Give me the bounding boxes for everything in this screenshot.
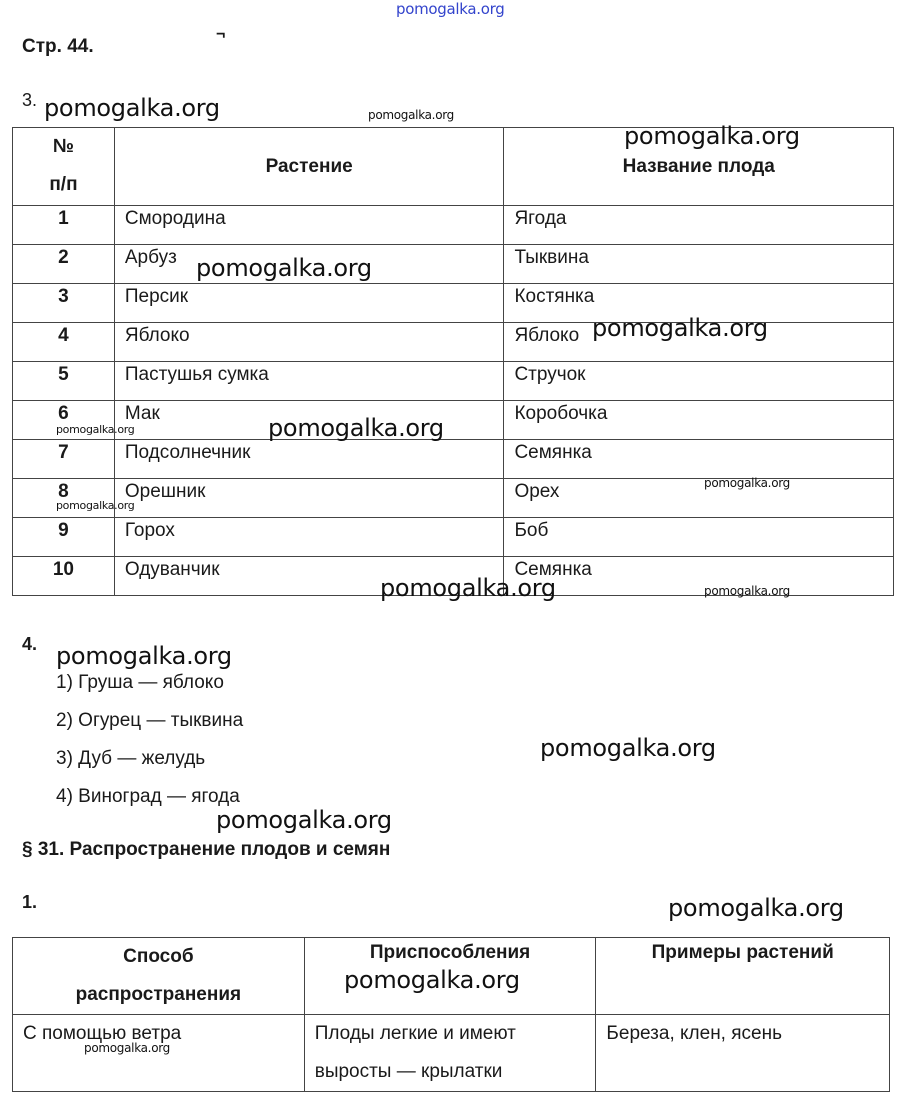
row-plant: Горох [114,518,504,557]
watermark: pomogalka.org [196,254,372,282]
header-method-line1: Способ [123,946,194,967]
row-number: 5 [13,362,115,401]
row-plant: Орешник [114,479,504,518]
row-number: 10 [13,557,115,596]
watermark: pomogalka.org [368,108,454,122]
row-fruit: Семянка [504,440,894,479]
table-row [13,206,894,245]
row-fruit: Семянка [504,557,894,596]
table-row [13,518,894,557]
row-fruit: Стручок [504,362,894,401]
row-fruit: Орех [504,479,894,518]
watermark: pomogalka.org [344,966,520,994]
table-row [13,245,894,284]
watermark: pomogalka.org [56,423,135,436]
watermark: pomogalka.org [668,894,844,922]
row-number: 4 [13,323,115,362]
header-number-line1: № [52,136,75,157]
row-number: 3 [13,284,115,323]
task4-number: 4. [22,634,38,654]
watermark: pomogalka.org [84,1041,170,1055]
row-plant: Подсолнечник [114,440,504,479]
watermark: pomogalka.org [56,499,135,512]
watermark: pomogalka.org [380,574,556,602]
row-fruit: Яблоко [504,323,894,362]
header-plant: Растение [114,128,504,206]
cell-method: С помощью ветра [13,1015,305,1092]
list-item: 1) Груша — яблоко [56,672,224,693]
header-method [13,938,305,1015]
watermark: pomogalka.org [56,642,232,670]
table-row [13,362,894,401]
watermark: pomogalka.org [592,314,768,342]
row-number: 1 [13,206,115,245]
row-plant: Смородина [114,206,504,245]
row-fruit: Коробочка [504,401,894,440]
row-number: 8 [13,479,115,518]
header-examples: Примеры растений [596,938,890,1015]
cell-adaptation [304,1015,596,1092]
watermark: pomogalka.org [704,584,790,598]
row-plant: Мак [114,401,504,440]
cell-examples: Береза, клен, ясень [596,1015,890,1092]
row-number: 2 [13,245,115,284]
watermark: pomogalka.org [624,122,800,150]
table-row [13,440,894,479]
watermark: pomogalka.org [540,734,716,762]
task3-number: 3. [22,90,38,110]
row-number: 7 [13,440,115,479]
plant-fruit-table [12,127,894,596]
header-number-line2: п/п [49,174,78,195]
page-label: Стр. 44. [22,36,94,57]
row-fruit: Боб [504,518,894,557]
header-adaptation: Приспособления [304,938,596,1015]
cell-adaptation-line2: выросты — крылатки [314,1061,503,1082]
dispersal-table [12,937,890,1092]
row-plant: Арбуз [114,245,504,284]
row-fruit: Тыквина [504,245,894,284]
header-method-line2: распространения [75,984,242,1005]
list-item: 4) Виноград — ягода [56,786,240,807]
cell-adaptation-line1: Плоды легкие и имеют [314,1023,516,1044]
table-row [13,401,894,440]
row-fruit: Костянка [504,284,894,323]
row-plant: Пастушья сумка [114,362,504,401]
watermark: pomogalka.org [44,94,220,122]
stray-mark: ¬ [216,26,226,43]
watermark: pomogalka.org [268,414,444,442]
task1-number: 1. [22,892,38,912]
row-plant: Одуванчик [114,557,504,596]
header-fruit: Название плода [504,128,894,206]
row-number: 6 [13,401,115,440]
list-item: 3) Дуб — желудь [56,748,206,769]
row-plant: Яблоко [114,323,504,362]
section-title: § 31. Распространение плодов и семян [22,839,391,860]
row-number: 9 [13,518,115,557]
header-watermark: pomogalka.org [396,0,505,18]
row-plant: Персик [114,284,504,323]
list-item: 2) Огурец — тыквина [56,710,244,731]
row-fruit: Ягода [504,206,894,245]
header-number [13,128,115,206]
watermark: pomogalka.org [704,476,790,490]
watermark: pomogalka.org [216,806,392,834]
